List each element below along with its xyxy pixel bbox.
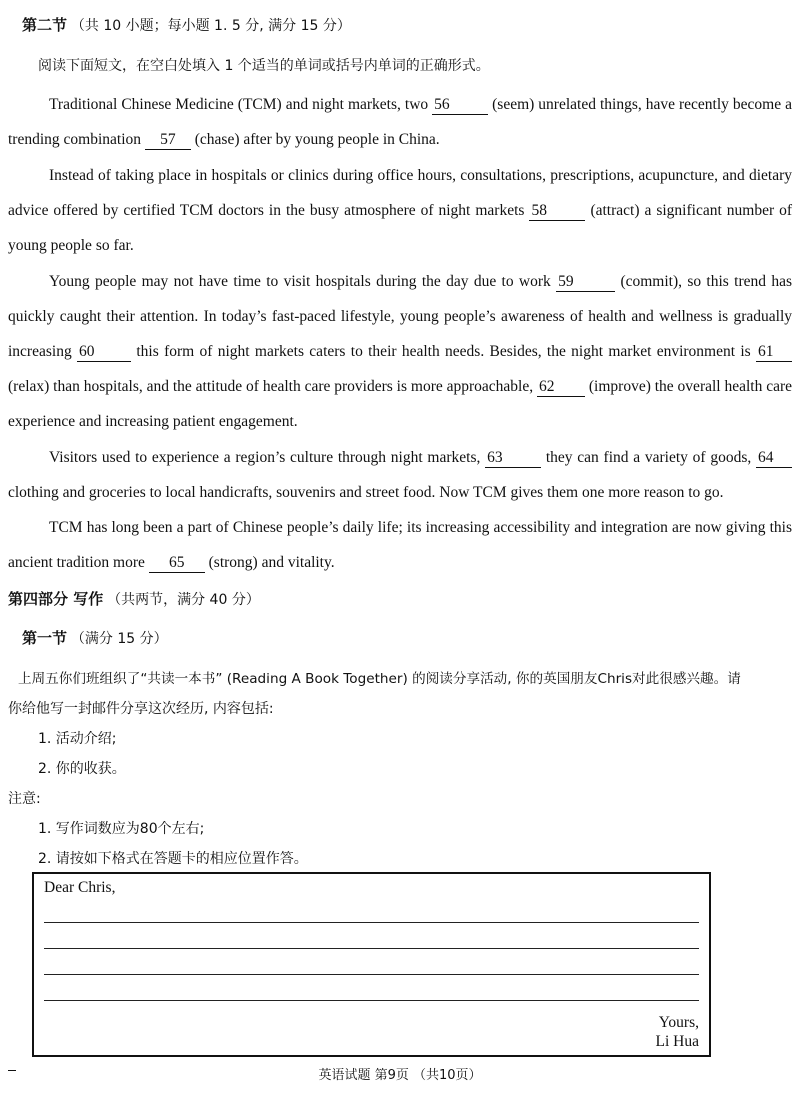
passage-line: Instead of taking place in hospitals or clinics during office hours, consultations, prescriptions, acupuncture, and dietary: [49, 167, 792, 184]
letter-greeting: Dear Chris,: [44, 879, 116, 896]
note-item: 2. 请按如下格式在答题卡的相应位置作答。: [38, 851, 308, 867]
section-note: （共 10 小题；每小题 1. 5 分, 满分 15 分）: [70, 18, 351, 34]
blank-60[interactable]: 60: [77, 343, 131, 362]
passage-line: increasing 60 this form of night markets caters to their health needs. Besides, the night market environment is 61: [8, 342, 792, 362]
section-heading: [22, 15, 792, 36]
part-title: 第四部分 写作: [8, 590, 104, 608]
passage-line: Traditional Chinese Medicine (TCM) and night markets, two 56 (seem) unrelated things, have recently become a: [49, 96, 792, 113]
writing-line[interactable]: [44, 1000, 699, 1001]
instruction: 阅读下面短文，在空白处填入 1 个适当的单词或括号内单词的正确形式。: [38, 58, 490, 74]
part-note: （共两节，满分 40 分）: [107, 592, 260, 608]
blank-59[interactable]: 59: [556, 273, 615, 292]
passage-line: ancient tradition more 65 (strong) and vitality.: [8, 554, 335, 571]
subsection-title: 第一节: [22, 629, 68, 647]
notes-label: 注意:: [8, 791, 41, 807]
passage-line: Visitors used to experience a region’s culture through night markets, 63 they can find a variety of goods, 64: [49, 448, 792, 468]
passage-line: Young people may not have time to visit hospitals during the day due to work 59 (commit), so this trend has: [49, 273, 792, 290]
section-title: 第二节: [22, 16, 68, 34]
letter-signature: Li Hua: [655, 1033, 699, 1050]
passage-line: trending combination 57 (chase) after by young people in China.: [8, 131, 440, 148]
prompt-line: 你给他写一封邮件分享这次经历, 内容包括:: [8, 701, 274, 717]
passage-line: young people so far.: [8, 237, 134, 254]
writing-line[interactable]: [44, 974, 699, 975]
subsection-note: （满分 15 分）: [70, 631, 168, 647]
subsection-heading: [22, 628, 792, 649]
blank-65[interactable]: 65: [149, 554, 205, 573]
writing-line[interactable]: [44, 948, 699, 949]
blank-56[interactable]: 56: [432, 96, 488, 115]
writing-line[interactable]: [44, 922, 699, 923]
content-item: 2. 你的收获。: [38, 761, 126, 777]
note-item: 1. 写作词数应为80个左右;: [38, 821, 205, 837]
passage-line: experience and increasing patient engagement.: [8, 413, 298, 430]
blank-63[interactable]: 63: [485, 449, 541, 468]
blank-62[interactable]: 62: [537, 378, 585, 397]
passage-line: TCM has long been a part of Chinese people’s daily life; its increasing accessibility and integration are now giving this: [49, 519, 792, 536]
blank-64[interactable]: 64: [756, 449, 792, 468]
blank-57[interactable]: 57: [145, 131, 191, 150]
part-heading: [8, 589, 792, 610]
prompt-line: 上周五你们班组织了“共读一本书” (Reading A Book Together) 的阅读分享活动, 你的英国朋友Chris对此很感兴趣。请: [18, 671, 741, 687]
letter-closing: Yours, Li Hua: [655, 1014, 699, 1050]
page-footer: 英语试题 第9页 （共10页）: [318, 1068, 482, 1083]
passage-line: advice offered by certified TCM doctors in the busy atmosphere of night markets 58 (attract) a significant number of: [8, 202, 793, 219]
passage-line: clothing and groceries to local handicrafts, souvenirs and street food. Now TCM gives them one more reason to go.: [8, 484, 724, 501]
blank-61[interactable]: 61: [756, 343, 792, 362]
passage-line: (relax) than hospitals, and the attitude of health care providers is more approachable, 62 (improve) the overall health care: [8, 378, 793, 395]
passage-line: quickly caught their attention. In today’s fast-paced lifestyle, young people’s awareness of health and wellness is gradually: [8, 308, 792, 325]
blank-58[interactable]: 58: [529, 202, 585, 221]
content-item: 1. 活动介绍;: [38, 731, 117, 747]
letter-answer-box: [32, 872, 711, 1057]
